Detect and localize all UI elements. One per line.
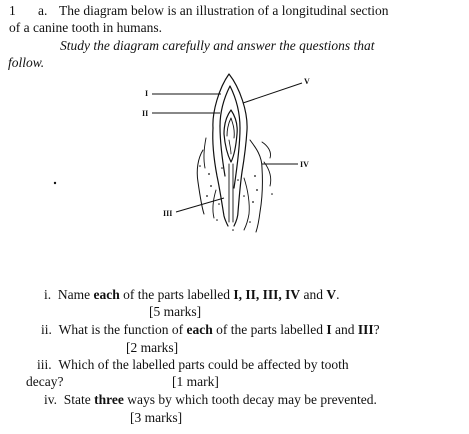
subquestion-iv-marks: [3 marks] [130,410,183,425]
pointer-V [243,83,302,103]
subquestion-i-numeral: i. [44,287,52,302]
instruction-line-2: follow. [8,55,45,70]
subquestion-iii: iii. Which of the labelled parts could be affected by tooth [37,357,349,372]
label-IV: IV [300,160,309,169]
label-I: I [145,89,149,98]
subquestion-ii-marks: [2 marks] [126,340,179,355]
label-II: II [142,109,149,118]
subquestion-iv-numeral: iv. [44,392,57,407]
subquestion-i: i. Name each of the parts labelled I, II, III, IV and V. [44,287,340,302]
root-canal [229,164,233,222]
subquestion-ii: ii. What is the function of each of the parts labelled I and III? [41,322,380,337]
label-III: III [163,209,173,218]
subquestion-i-marks: [5 marks] [149,304,202,319]
jaw-bone [244,178,249,230]
subquestion-iv: iv. State three ways by which tooth decay may be prevented. [44,392,377,407]
enamel-outline [213,74,247,226]
subquestion-iii-line2: decay? [26,374,64,389]
question-number-value: 1 [9,3,16,18]
question-part-value: a. [38,3,48,18]
stray-dot [54,182,56,184]
gum-right [250,140,262,232]
pointer-III [176,198,224,212]
intro-line-1: The diagram below is an illustration of a longitudinal section [59,3,389,18]
subquestion-ii-numeral: ii. [41,322,52,337]
subquestion-iii-numeral: iii. [37,357,52,372]
intro-line-2: of a canine tooth in humans. [9,20,162,35]
instruction-line-1: Study the diagram carefully and answer the questions that [60,38,375,53]
pulp-inner [227,118,234,138]
label-V: V [304,77,310,86]
subquestion-iii-marks: [1 mark] [172,374,219,389]
